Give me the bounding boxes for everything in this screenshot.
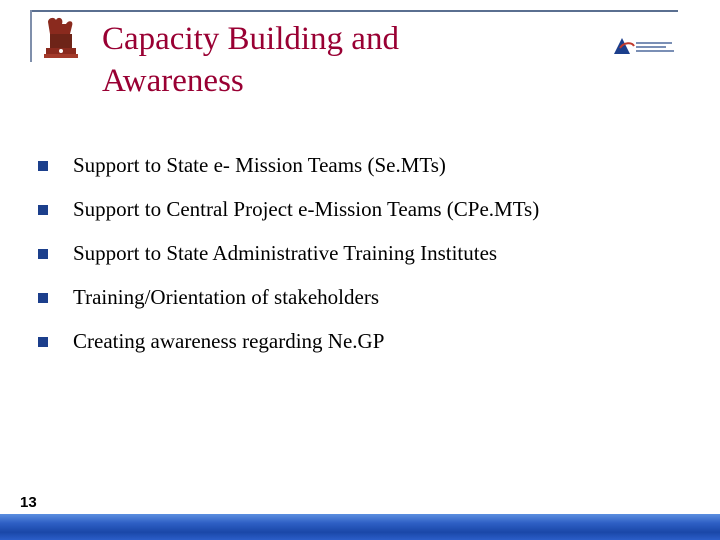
square-bullet-icon	[38, 337, 48, 347]
bullet-text: Support to State e- Mission Teams (Se.MTs)	[73, 153, 446, 177]
national-emblem-icon	[34, 14, 86, 62]
title-line-2: Awareness	[102, 63, 244, 99]
square-bullet-icon	[38, 249, 48, 259]
bullet-text: Training/Orientation of stakeholders	[73, 285, 380, 309]
square-bullet-icon	[38, 161, 48, 171]
title-line-1: Capacity Building and	[102, 21, 399, 57]
bullet-text: Support to State Administrative Training Institutes	[73, 241, 498, 265]
list-item	[38, 194, 539, 238]
page-number: 13	[20, 494, 37, 511]
square-bullet-icon	[38, 293, 48, 303]
bullet-text: Support to Central Project e-Mission Teams (CPe.MTs)	[73, 197, 540, 221]
header-rule	[30, 10, 678, 12]
header-rule-left	[30, 10, 32, 62]
list-item	[38, 238, 539, 282]
list-item	[38, 150, 539, 194]
bullet-list	[38, 150, 539, 370]
footer-bar	[0, 514, 720, 540]
square-bullet-icon	[38, 205, 48, 215]
list-item	[38, 326, 539, 370]
list-item	[38, 282, 539, 326]
bullet-text: Creating awareness regarding Ne.GP	[73, 329, 385, 353]
slide-title	[102, 18, 572, 102]
egov-logo-icon	[610, 34, 678, 58]
